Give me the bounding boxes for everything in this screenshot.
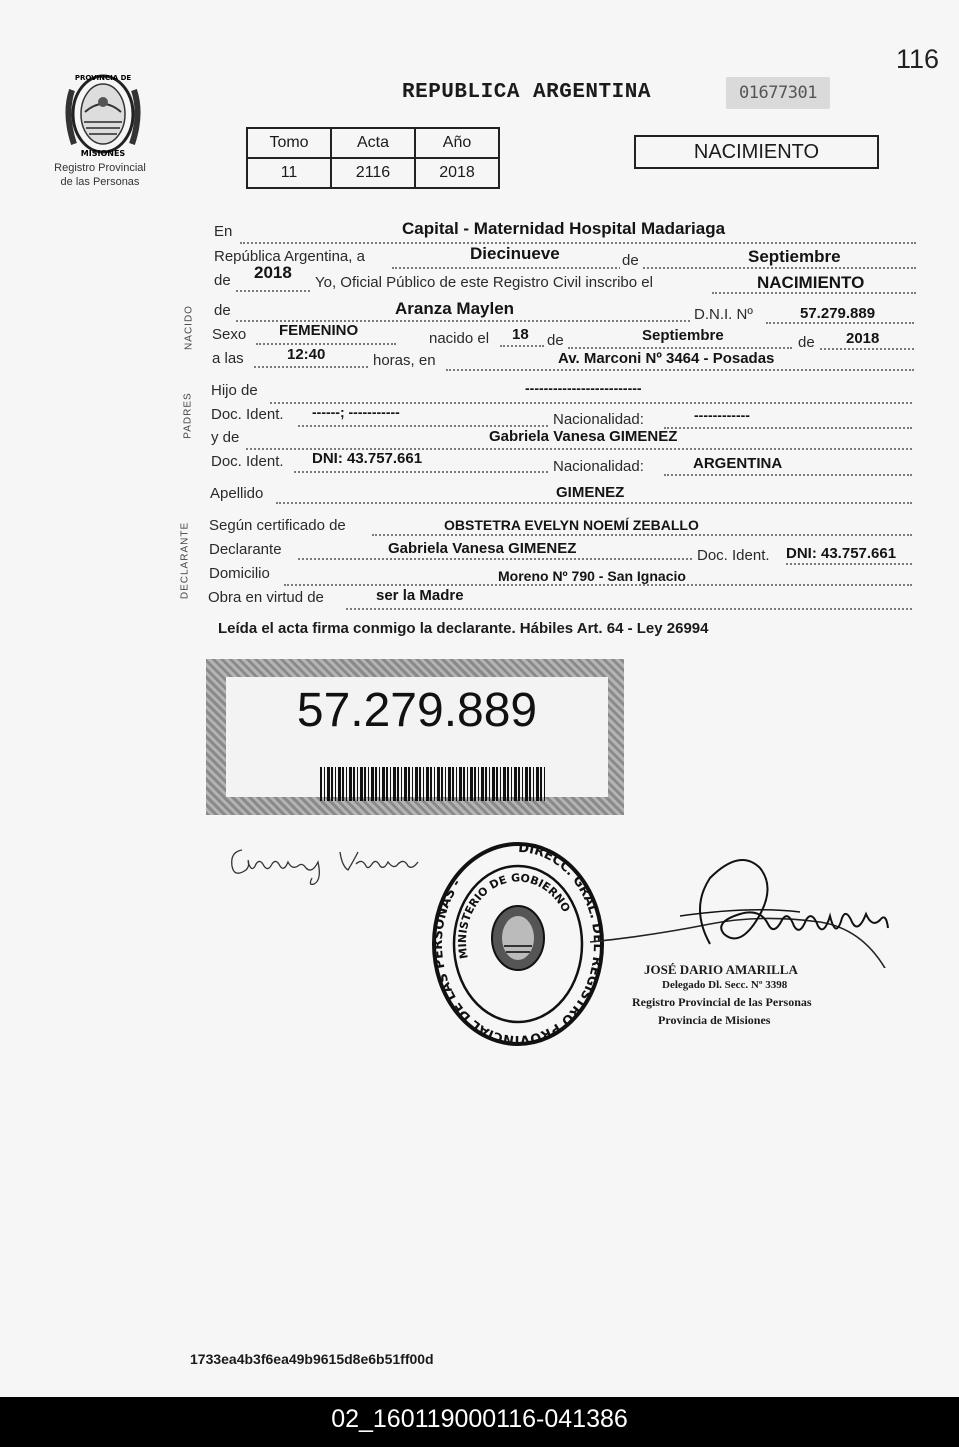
svg-text:DIRECC. GRAL. DEL REGISTRO PRO: DIRECC. GRAL. DEL REGISTRO PROVINCIAL DE LAS PERSONAS -	[430, 840, 606, 1048]
label-doc-ident-1: Doc. Ident.	[211, 406, 284, 423]
label-oficial: Yo, Oficial Público de este Registro Civil inscribo el	[315, 274, 653, 291]
document-hash: 1733ea4b3f6ea49b9615d8e6b51ff00d	[190, 1351, 434, 1367]
label-nacionalidad-2: Nacionalidad:	[553, 458, 644, 475]
label-y-de: y de	[211, 429, 240, 446]
footer-id: 02_160119000116-041386	[0, 1397, 959, 1447]
official-stamp	[428, 838, 608, 1050]
svg-text:MISIONES: MISIONES	[80, 149, 126, 158]
section-label-declarante: DECLARANTE	[179, 521, 191, 600]
label-de-birth-month: de	[547, 332, 564, 349]
value-day: Diecinueve	[470, 244, 560, 263]
label-nacido-el: nacido el	[429, 330, 490, 347]
registry-header: Acta	[331, 128, 415, 158]
value-declarant-name: Gabriela Vanesa GIMENEZ	[388, 540, 577, 557]
value-capacity: ser la Madre	[376, 587, 464, 604]
barcode	[320, 767, 546, 801]
page-number: 116	[895, 44, 939, 74]
official-signature	[590, 848, 900, 968]
label-republica: República Argentina, a	[214, 248, 365, 265]
value-mother-doc: DNI: 43.757.661	[312, 450, 423, 467]
label-de-month: de	[622, 252, 639, 269]
label-hijo-de: Hijo de	[211, 382, 258, 399]
registry-value: 2116	[331, 158, 415, 188]
province-emblem	[58, 66, 148, 160]
official-registry: Registro Provincial de las Personas	[632, 995, 812, 1009]
value-birth-month: Septiembre	[642, 327, 724, 344]
value-sex: FEMENINO	[279, 322, 359, 339]
label-sexo: Sexo	[212, 326, 247, 343]
svg-text:PROVINCIA DE: PROVINCIA DE	[74, 74, 132, 82]
registry-table	[246, 127, 500, 189]
official-name: JOSÉ DARIO AMARILLA	[644, 962, 798, 977]
label-de-year: de	[214, 272, 231, 289]
registry-caption: Registro Provincial de las Personas	[54, 162, 146, 188]
label-en: En	[214, 223, 233, 240]
closing-statement: Leída el acta firma conmigo la declarante. Hábiles Art. 64 - Ley 26994	[218, 620, 709, 637]
value-father-nationality: ------------	[694, 407, 750, 423]
value-year: 2018	[254, 263, 292, 282]
label-horas-en: horas, en	[373, 352, 436, 369]
dni-sticker-number: 57.279.889	[296, 684, 538, 737]
label-domicilio: Domicilio	[209, 565, 270, 582]
value-child-dni: 57.279.889	[800, 305, 876, 322]
label-apellido: Apellido	[210, 485, 264, 502]
dni-sticker	[206, 659, 624, 815]
label-de-birth-year: de	[798, 334, 815, 351]
label-dni: D.N.I. Nº	[694, 306, 753, 323]
label-segun-certificado: Según certificado de	[209, 517, 346, 534]
value-declarant-doc: DNI: 43.757.661	[786, 545, 897, 562]
label-declarante: Declarante	[209, 541, 282, 558]
registry-value: 2018	[415, 158, 499, 188]
value-birth-time: 12:40	[287, 346, 326, 363]
official-province: Provincia de Misiones	[658, 1013, 771, 1027]
value-month: Septiembre	[748, 247, 841, 266]
label-doc-ident-2: Doc. Ident.	[211, 453, 284, 470]
certificate-type-box: NACIMIENTO	[634, 135, 879, 169]
value-birth-place: Av. Marconi Nº 3464 - Posadas	[558, 350, 775, 367]
label-de-name: de	[214, 302, 231, 319]
label-a-las: a las	[212, 350, 244, 367]
value-mother-nationality: ARGENTINA	[693, 455, 783, 472]
value-address: Moreno Nº 790 - San Ignacio	[498, 568, 686, 584]
registry-value: 11	[247, 158, 331, 188]
declarant-signature	[222, 840, 432, 890]
section-label-padres: PADRES	[182, 392, 194, 439]
value-mother-name: Gabriela Vanesa GIMENEZ	[489, 428, 678, 445]
value-event: NACIMIENTO	[757, 273, 865, 292]
value-surname: GIMENEZ	[556, 484, 625, 501]
official-role: Delegado Dl. Secc. Nº 3398	[662, 979, 788, 991]
registry-header: Año	[415, 128, 499, 158]
value-child-name: Aranza Maylen	[395, 299, 515, 318]
value-certificate-by: OBSTETRA EVELYN NOEMÍ ZEBALLO	[444, 517, 699, 533]
label-obra-en-virtud: Obra en virtud de	[208, 589, 324, 606]
value-birth-year: 2018	[846, 330, 880, 347]
value-father-doc: ------; -----------	[312, 404, 400, 420]
label-doc-ident-3: Doc. Ident.	[697, 547, 770, 564]
registry-header: Tomo	[247, 128, 331, 158]
document-title: REPUBLICA ARGENTINA	[402, 81, 651, 104]
serial-number: 01677301	[726, 77, 830, 109]
value-birth-day: 18	[512, 326, 529, 343]
value-place: Capital - Maternidad Hospital Madariaga	[402, 219, 726, 238]
section-label-nacido: NACIDO	[183, 305, 195, 350]
label-nacionalidad-1: Nacionalidad:	[553, 411, 644, 428]
value-father-name: -------------------------	[525, 380, 642, 396]
svg-text:MINISTERIO DE GOBIERNO: MINISTERIO DE GOBIERNO	[455, 871, 573, 960]
